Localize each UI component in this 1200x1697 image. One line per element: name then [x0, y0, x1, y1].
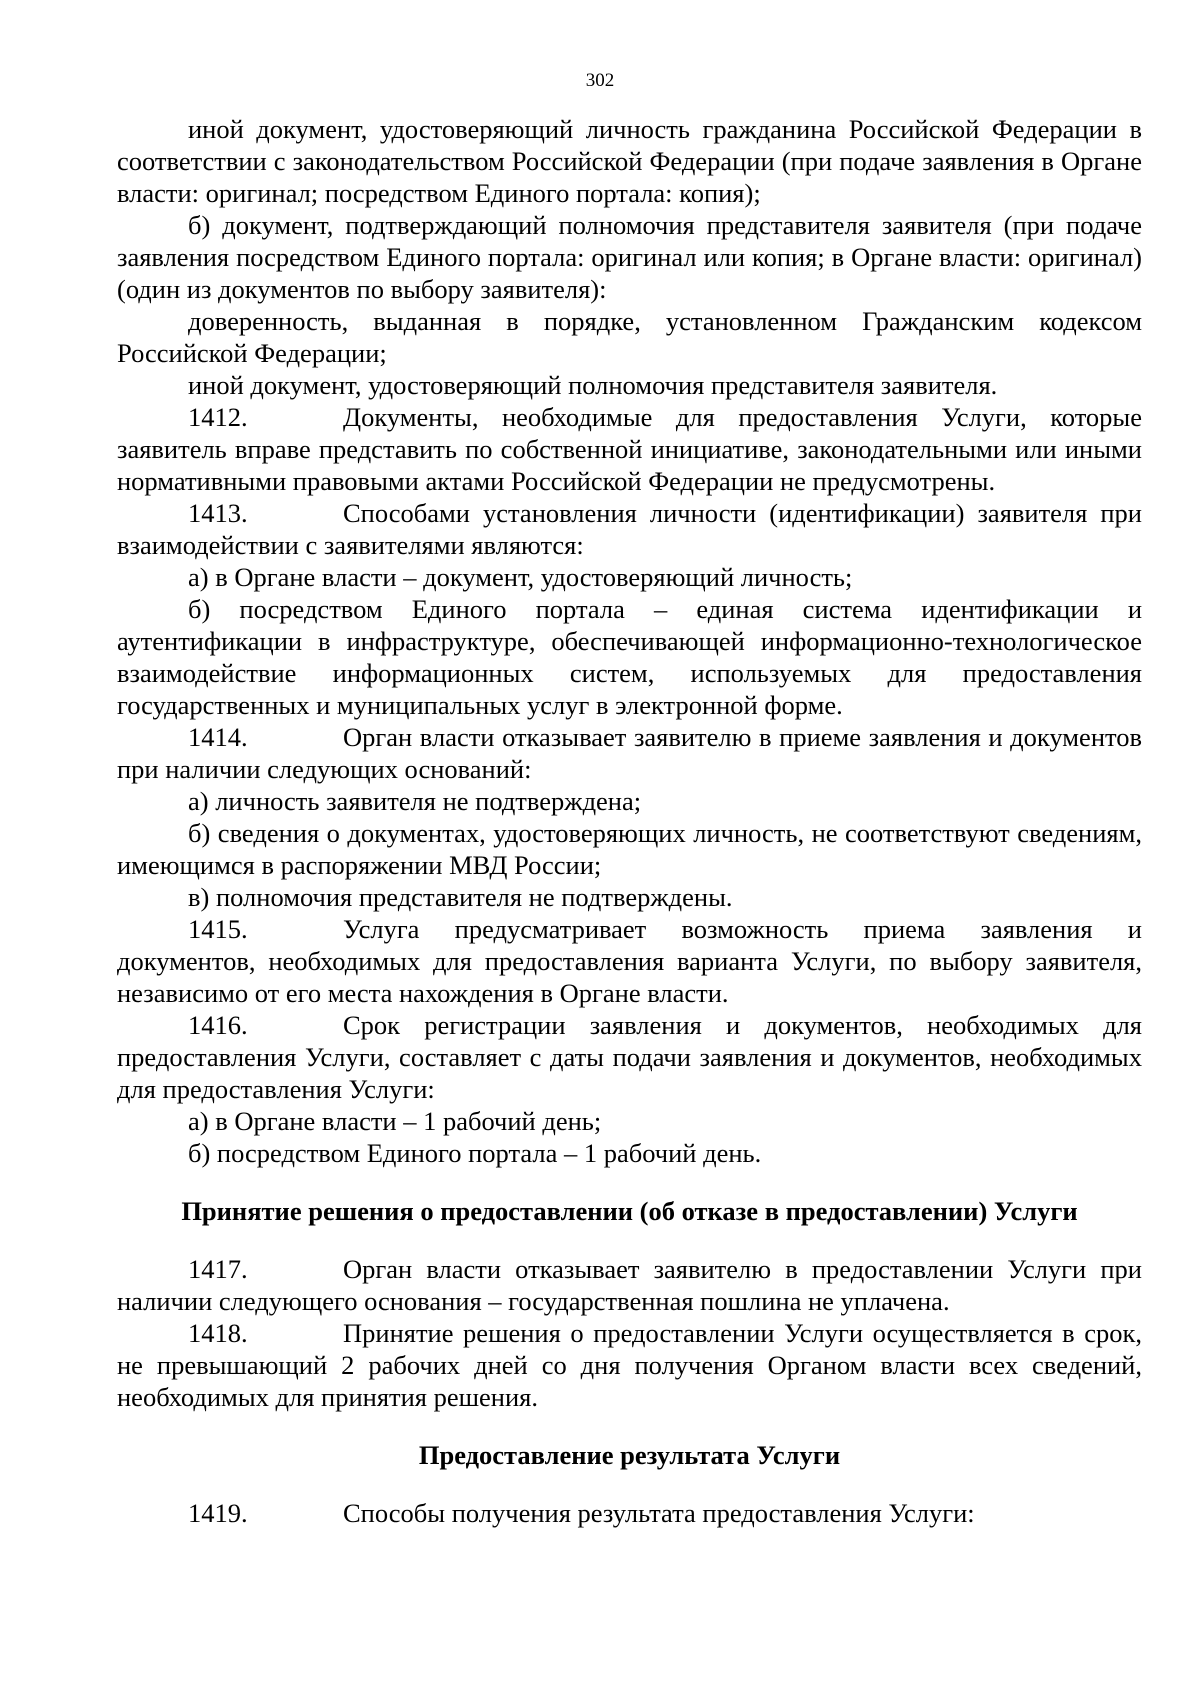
numbered-item-1413: [117, 497, 1142, 561]
numbered-item-1412: [117, 401, 1142, 497]
item-number: 1419.: [188, 1498, 248, 1528]
item-text: Услуга предусматривает возможность приема заявления и документов, необходимых для предоставления варианта Услуги, по выбору заявителя, независимо от его места нахождения в Органе власти.: [117, 914, 1142, 1008]
item-number: 1414.: [188, 722, 248, 752]
item-text: Орган власти отказывает заявителю в предоставлении Услуги при наличии следующего основания – государственная пошлина не уплачена.: [117, 1254, 1142, 1316]
sub-item: б) посредством Единого портала – единая система идентификации и аутентификации в инфраструктуре, обеспечивающей информационно-технологическое взаимодействие информационных систем, используемых для предоставления государственных и муниципальных услуг в электронной форме.: [117, 594, 1142, 720]
sub-item: б) посредством Единого портала – 1 рабочий день.: [188, 1138, 762, 1168]
paragraph: иной документ, удостоверяющий личность гражданина Российской Федерации в соответствии с законодательством Российской Федерации (при подаче заявления в Органе власти: оригинал; посредством Единого портала: копия);: [117, 114, 1142, 208]
item-text: Принятие решения о предоставлении Услуги осуществляется в срок, не превышающий 2 рабочих дней со дня получения Органом власти всех сведений, необходимых для принятия решения.: [117, 1318, 1142, 1412]
item-text: Срок регистрации заявления и документов, необходимых для предоставления Услуги, составляет с даты подачи заявления и документов, необходимых для предоставления Услуги:: [117, 1010, 1142, 1104]
sub-item: а) в Органе власти – 1 рабочий день;: [188, 1106, 602, 1136]
item-number: 1415.: [188, 914, 248, 944]
item-number: 1418.: [188, 1318, 248, 1348]
paragraph: доверенность, выданная в порядке, установленном Гражданским кодексом Российской Федерации;: [117, 306, 1142, 368]
spacer: [117, 1169, 1142, 1195]
numbered-item-1416: [117, 1009, 1142, 1105]
document-body: [117, 113, 1142, 1529]
numbered-item-1415: [117, 913, 1142, 1009]
item-number: 1417.: [188, 1254, 248, 1284]
section-heading-result: Предоставление результата Услуги: [418, 1440, 841, 1470]
sub-item: б) сведения о документах, удостоверяющих личность, не соответствуют сведениям, имеющимся в распоряжении МВД России;: [117, 818, 1142, 880]
spacer: [117, 1227, 1142, 1253]
numbered-item-1417: [117, 1253, 1142, 1317]
sub-item: в) полномочия представителя не подтверждены.: [188, 882, 733, 912]
item-number: 1413.: [188, 498, 248, 528]
paragraph: иной документ, удостоверяющий полномочия представителя заявителя.: [188, 370, 998, 400]
item-text: Орган власти отказывает заявителю в приеме заявления и документов при наличии следующих оснований:: [117, 722, 1142, 784]
numbered-item-1414: [117, 721, 1142, 785]
spacer: [117, 1413, 1142, 1439]
spacer: [117, 1471, 1142, 1497]
item-number: 1412.: [188, 402, 248, 432]
section-heading-decision: Принятие решения о предоставлении (об отказе в предоставлении) Услуги: [181, 1196, 1078, 1226]
sub-item: а) в Органе власти – документ, удостоверяющий личность;: [188, 562, 853, 592]
numbered-item-1419: [117, 1497, 1142, 1529]
sub-item: а) личность заявителя не подтверждена;: [188, 786, 642, 816]
item-text: Документы, необходимые для предоставления Услуги, которые заявитель вправе представить по собственной инициативе, законодательными или иными нормативными правовыми актами Российской Федерации не предусмотрены.: [117, 402, 1142, 496]
item-number: 1416.: [188, 1010, 248, 1040]
page-number: 302: [585, 70, 615, 91]
numbered-item-1418: [117, 1317, 1142, 1413]
item-text: Способами установления личности (идентификации) заявителя при взаимодействии с заявителями являются:: [117, 498, 1142, 560]
paragraph: б) документ, подтверждающий полномочия представителя заявителя (при подаче заявления посредством Единого портала: оригинал или копия; в Органе власти: оригинал) (один из документов по выбору заявителя):: [117, 210, 1142, 304]
item-text: Способы получения результата предоставления Услуги:: [343, 1498, 975, 1528]
